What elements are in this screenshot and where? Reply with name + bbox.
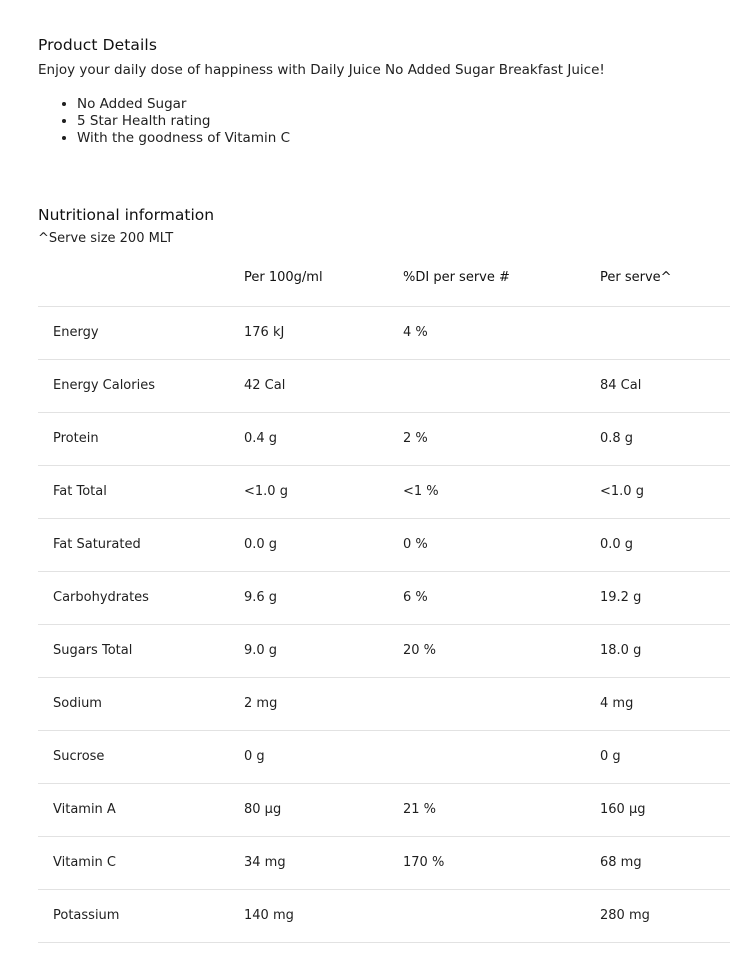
per-100-value: 0.4 g: [244, 431, 278, 446]
nutrient-name: Sugars Total: [53, 643, 133, 658]
header-di-per-serve: %DI per serve #: [403, 270, 510, 285]
nutrient-name: Potassium: [53, 908, 120, 923]
per-100-value: 42 Cal: [244, 378, 286, 393]
nutrient-name: Vitamin A: [53, 802, 116, 817]
nutrient-name: Carbohydrates: [53, 590, 149, 605]
di-per-serve-value: 2 %: [403, 431, 428, 446]
header-per-serve: Per serve^: [600, 270, 672, 285]
table-row: [38, 890, 730, 943]
per-100-value: 140 mg: [244, 908, 294, 923]
di-per-serve-value: 4 %: [403, 325, 428, 340]
per-100-value: 0 g: [244, 749, 265, 764]
per-serve-value: 4 mg: [600, 696, 634, 711]
table-row: [38, 625, 730, 678]
per-100-value: 2 mg: [244, 696, 278, 711]
per-100-value: 9.6 g: [244, 590, 278, 605]
di-per-serve-value: 21 %: [403, 802, 437, 817]
table-row: [38, 837, 730, 890]
nutrient-name: Energy: [53, 325, 99, 340]
nutrition-table-header: [38, 252, 730, 307]
table-row: [38, 572, 730, 625]
nutrient-name: Sodium: [53, 696, 102, 711]
serve-size-note: ^Serve size 200 MLT: [38, 231, 174, 246]
di-per-serve-value: <1 %: [403, 484, 439, 499]
nutrient-name: Fat Saturated: [53, 537, 141, 552]
table-row: [38, 519, 730, 572]
per-serve-value: 160 µg: [600, 802, 646, 817]
table-row: [38, 307, 730, 360]
nutrient-name: Fat Total: [53, 484, 107, 499]
feature-item: • 5 Star Health rating: [77, 113, 290, 130]
per-serve-value: <1.0 g: [600, 484, 644, 499]
per-serve-value: 19.2 g: [600, 590, 642, 605]
per-serve-value: 84 Cal: [600, 378, 642, 393]
per-100-value: 176 kJ: [244, 325, 285, 340]
nutrient-name: Vitamin C: [53, 855, 117, 870]
di-per-serve-value: 20 %: [403, 643, 437, 658]
per-100-value: 0.0 g: [244, 537, 278, 552]
header-per-100: Per 100g/ml: [244, 270, 323, 285]
table-row: [38, 678, 730, 731]
table-row: [38, 784, 730, 837]
nutritional-information-heading: Nutritional information: [38, 206, 215, 224]
di-per-serve-value: 6 %: [403, 590, 428, 605]
product-feature-list: [38, 96, 290, 147]
nutrition-table-body: [38, 307, 730, 943]
product-details-heading: Product Details: [38, 36, 158, 54]
di-per-serve-value: 0 %: [403, 537, 428, 552]
feature-item: • With the goodness of Vitamin C: [77, 130, 290, 147]
per-100-value: 9.0 g: [244, 643, 278, 658]
table-row: [38, 466, 730, 519]
di-per-serve-value: 170 %: [403, 855, 445, 870]
per-serve-value: 68 mg: [600, 855, 642, 870]
per-100-value: 34 mg: [244, 855, 286, 870]
nutrition-table: [38, 252, 730, 943]
per-serve-value: 0 g: [600, 749, 621, 764]
per-serve-value: 0.0 g: [600, 537, 634, 552]
per-serve-value: 18.0 g: [600, 643, 642, 658]
nutrient-name: Protein: [53, 431, 99, 446]
nutrient-name: Sucrose: [53, 749, 105, 764]
nutrient-name: Energy Calories: [53, 378, 155, 393]
per-100-value: <1.0 g: [244, 484, 288, 499]
per-100-value: 80 µg: [244, 802, 282, 817]
feature-item: • No Added Sugar: [77, 96, 290, 113]
table-row: [38, 413, 730, 466]
table-row: [38, 360, 730, 413]
table-row: [38, 731, 730, 784]
per-serve-value: 0.8 g: [600, 431, 634, 446]
per-serve-value: 280 mg: [600, 908, 650, 923]
product-description: Enjoy your daily dose of happiness with Daily Juice No Added Sugar Breakfast Juice!: [38, 62, 605, 78]
